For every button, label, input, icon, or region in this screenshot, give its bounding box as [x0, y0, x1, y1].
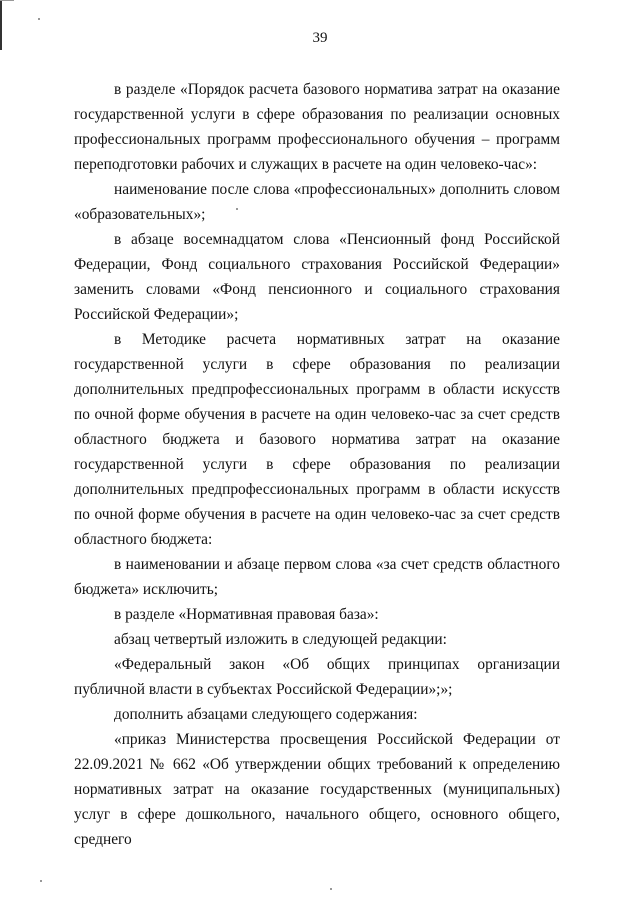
paragraph-legal-base-section: в разделе «Нормативная правовая база»: — [114, 606, 379, 623]
paragraph-federal-law: «Федеральный закон «Об общих принципах организации публичной власти в субъектах Российской Федерации»;»; — [74, 656, 560, 698]
paragraph-exclude-words: в наименовании и абзаце первом слова «за счет средств областного бюджета» исключить; — [74, 556, 560, 598]
paragraph-methodology: в Методике расчета нормативных затрат на оказание государственной услуги в сфере образования по реализации дополнительных предпрофессиональных программ в области искусств по очной форме обучения в расчете на один человеко-час за счет средств областного бюджета и базового норматива затрат на оказание государственной услуги в сфере образования по реализации дополнительных предпрофессиональных программ в области искусств по очной форме обучения в расчете на один человеко-час за счет средств областного бюджета: — [74, 331, 560, 548]
scan-speck — [38, 18, 40, 20]
paragraph-name-amendment: наименование после слова «профессиональных» дополнить словом «образовательных»; — [74, 181, 560, 223]
paragraph-add-paragraphs: дополнить абзацами следующего содержания: — [114, 706, 418, 723]
scan-speck — [330, 888, 332, 890]
paragraph-eighteenth-replacement: в абзаце восемнадцатом слова «Пенсионный фонд Российской Федерации, Фонд социального страхования Российской Федерации» заменить словами «Фонд пенсионного и социального страхования Российской Федерации»; — [74, 231, 560, 323]
scan-speck — [236, 208, 238, 210]
scan-speck — [40, 880, 42, 882]
scan-edge-mark — [0, 0, 14, 1]
paragraph-fourth-new-edition: абзац четвертый изложить в следующей редакции: — [114, 631, 447, 648]
paragraph-section-calculation: в разделе «Порядок расчета базового норматива затрат на оказание государственной услуги в сфере образования по реализации основных профессиональных программ профессионального обучения – программ переподготовки рабочих и служащих в расчете на один человеко-час»: — [74, 81, 560, 173]
paragraph-ministry-order: «приказ Министерства просвещения Российской Федерации от 22.09.2021 № 662 «Об утверждении общих требований к определению нормативных затрат на оказание государственных (муниципальных) услуг в сфере дошкольного, начального общего, основного общего, среднего — [74, 731, 560, 848]
document-body — [74, 77, 560, 852]
page-number: 39 — [312, 30, 328, 46]
